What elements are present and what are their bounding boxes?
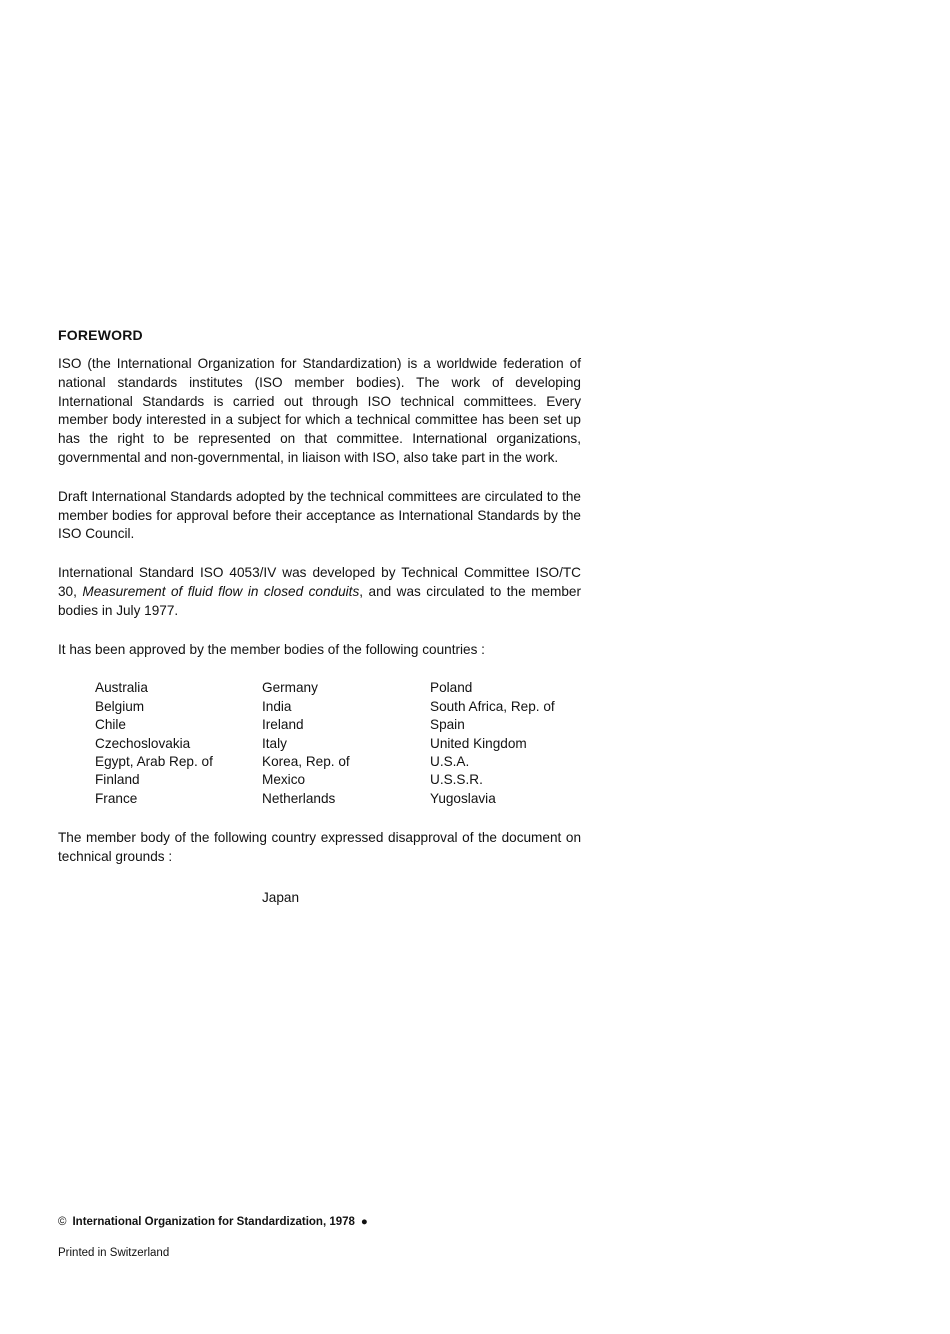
- copyright-line: [58, 1214, 368, 1230]
- country-item: Belgium: [95, 698, 145, 714]
- page-footer: [58, 1214, 368, 1261]
- foreword-paragraph-approval: It has been approved by the member bodies of the following countries :: [58, 641, 485, 657]
- development-text-start: International Standard ISO 4053/IV was developed by Technical Committee ISO/TC 30,: [58, 565, 581, 599]
- foreword-paragraph-development: [58, 564, 581, 620]
- country-item: Egypt, Arab Rep. of: [95, 753, 213, 769]
- foreword-paragraph-disapproval: The member body of the following country expressed disapproval of the document on technical grounds :: [58, 830, 581, 865]
- foreword-section: [58, 326, 581, 907]
- bullet-icon: ●: [360, 1216, 368, 1228]
- country-item: U.S.S.R.: [430, 772, 483, 788]
- country-item: South Africa, Rep. of: [430, 698, 555, 714]
- country-item: Czechoslovakia: [95, 735, 191, 751]
- country-item: Poland: [430, 680, 473, 696]
- country-item: U.S.A.: [430, 753, 470, 769]
- countries-column-1: [95, 679, 213, 808]
- country-item: Australia: [95, 680, 148, 696]
- disapproving-country: Japan: [262, 889, 300, 905]
- foreword-paragraph-draft: Draft International Standards adopted by the technical committees are circulated to the member bodies for approval before their acceptance as International Standards by the ISO Council.: [58, 488, 581, 542]
- printed-in: Printed in Switzerland: [58, 1247, 170, 1259]
- country-item: Netherlands: [262, 790, 336, 806]
- foreword-heading: FOREWORD: [58, 327, 143, 343]
- copyright-text: International Organization for Standardization, 1978: [72, 1216, 355, 1228]
- country-item: Chile: [95, 717, 126, 733]
- country-item: Yugoslavia: [430, 790, 496, 806]
- country-item: Germany: [262, 680, 318, 696]
- copyright-symbol: ©: [58, 1216, 67, 1228]
- country-item: Korea, Rep. of: [262, 753, 350, 769]
- country-item: Italy: [262, 735, 287, 751]
- development-text-end: , and was circulated to the member bodies in July 1977.: [58, 583, 581, 618]
- country-item: United Kingdom: [430, 735, 527, 751]
- country-item: Finland: [95, 772, 140, 788]
- country-item: Ireland: [262, 717, 304, 733]
- foreword-paragraph-iso: ISO (the International Organization for Standardization) is a worldwide federation of national standards institutes (ISO member bodies). The work of developing International Standards is carried out through ISO technical committees. Every member body interested in a subject for which a technical committee has been set up has the right to be represented on that committee. International organizations, governmental and non-governmental, in liaison with ISO, also take part in the work.: [58, 356, 581, 465]
- committee-title: Measurement of fluid flow in closed conduits: [82, 583, 360, 599]
- countries-column-2: [262, 679, 350, 808]
- country-item: Mexico: [262, 772, 306, 788]
- country-item: France: [95, 790, 138, 806]
- country-item: India: [262, 698, 292, 714]
- country-item: Spain: [430, 717, 465, 733]
- approving-countries-list: [58, 679, 581, 809]
- countries-column-3: [430, 679, 555, 808]
